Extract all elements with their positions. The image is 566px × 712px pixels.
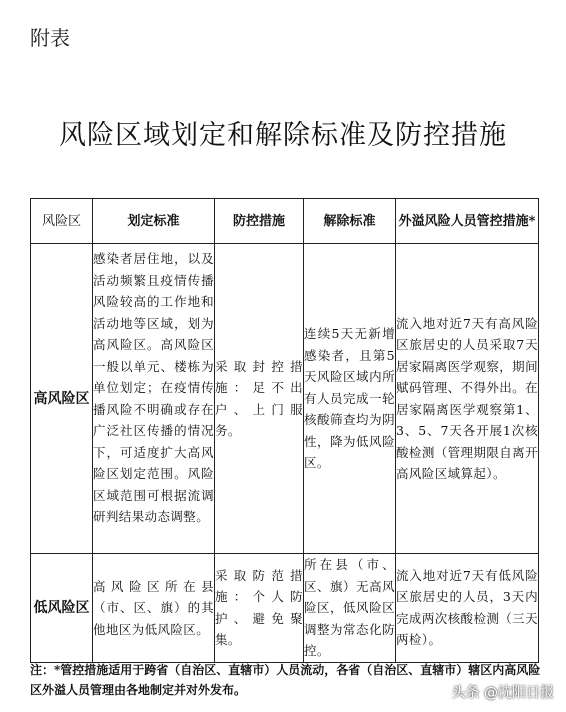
- footnote: 注：*管控措施适用于跨省（自治区、直辖市）人员流动，各省（自治区、直辖市）辖区内高风险区外溢人员管理由各地制定并对外发布。: [30, 663, 541, 697]
- attachment-label: 附表: [30, 26, 70, 50]
- risk-level-high: 高风险区: [31, 244, 93, 554]
- spillover-low: 流入地对近7天有低风险区旅居史的人员，3天内完成两次核酸检测（三天两检）。: [396, 554, 539, 663]
- criteria-high: 感染者居住地，以及活动频繁且疫情传播风险较高的工作地和活动地等区域，划为高风险区。高风险区一般以单元、楼栋为单位划定；在疫情传播风险不明确或存在广泛社区传播的情况下，可适度扩大高风险区划定范围。风险区域范围可根据流调研判结果动态调整。: [93, 244, 215, 554]
- header-risk-area: 风险区: [31, 199, 93, 244]
- spillover-high: 流入地对近7天有高风险区旅居史的人员采取7天居家隔离医学观察，期间赋码管理、不得外出。在居家隔离医学观察第1、3、5、7天各开展1次核酸检测（管理期限自离开高风险区域算起）。: [396, 244, 539, 554]
- header-release: 解除标准: [304, 199, 396, 244]
- release-low: 所在县（市、区、旗）无高风险区，低风险区调整为常态化防控。: [304, 554, 396, 663]
- header-criteria: 划定标准: [93, 199, 215, 244]
- watermark: 头条 @沈阳日报: [451, 685, 554, 701]
- table-header-row: [31, 199, 539, 244]
- measures-low: 采取防范措施：个人防护、避免聚集。: [215, 554, 304, 663]
- document-title: 风险区域划定和解除标准及防控措施: [59, 120, 507, 151]
- header-measures: 防控措施: [215, 199, 304, 244]
- risk-level-low: 低风险区: [31, 554, 93, 663]
- risk-standards-table: [30, 198, 539, 663]
- measures-high: 采取封控措施：足不出户、上门服务。: [215, 244, 304, 554]
- table-row: [31, 244, 539, 554]
- release-high: 连续5天无新增感染者，且第5天风险区域内所有人员完成一轮核酸筛查均为阴性，降为低风险区。: [304, 244, 396, 554]
- criteria-low: 高风险区所在县（市、区、旗）的其他地区为低风险区。: [93, 554, 215, 663]
- table-row: [31, 554, 539, 663]
- header-spillover: 外溢风险人员管控措施*: [396, 199, 539, 244]
